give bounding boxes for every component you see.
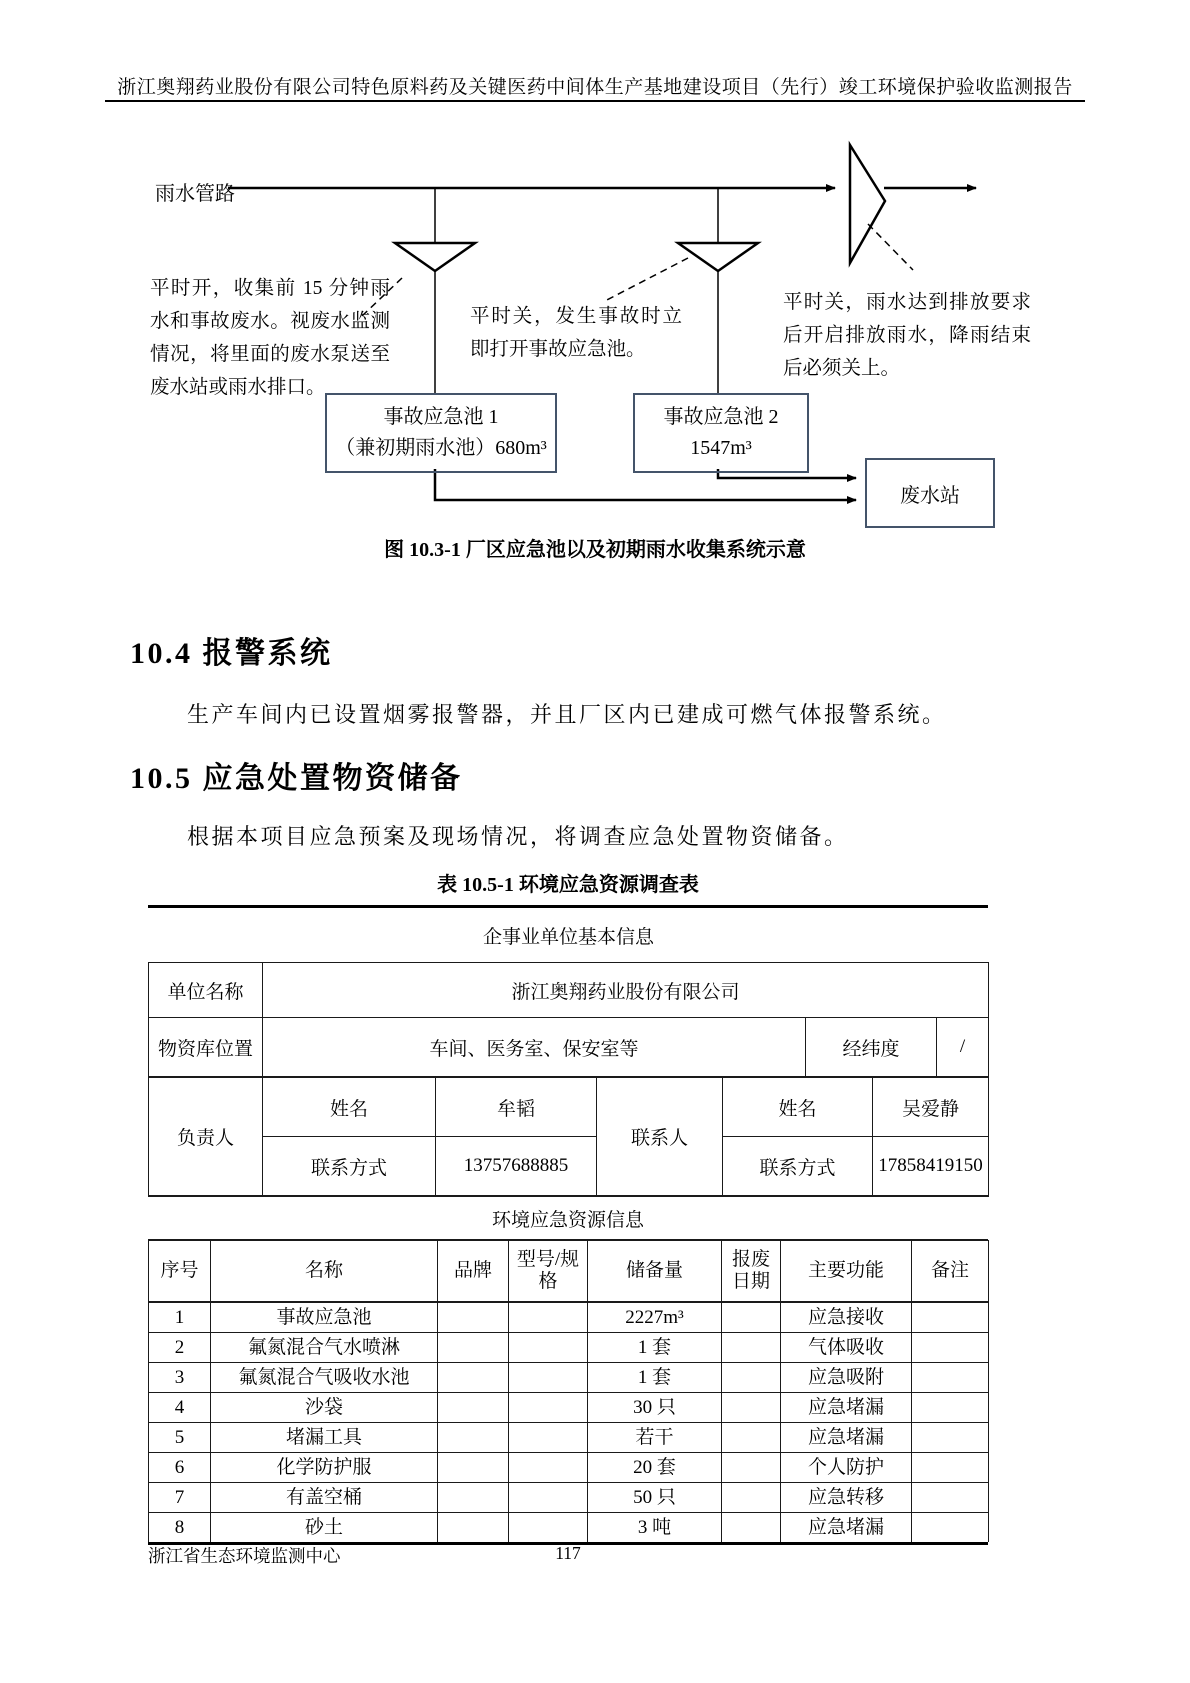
table-row bbox=[149, 1453, 989, 1483]
pool-2-capacity: 1547m³ bbox=[690, 437, 752, 459]
diagram-note-right: 平时关，雨水达到排放要求后开启排放雨水，降雨结束后必须关上。 bbox=[783, 292, 1031, 379]
table-cell bbox=[438, 1423, 509, 1453]
table-cell: 8 bbox=[149, 1513, 211, 1543]
column-header: 型号/规格 bbox=[509, 1241, 588, 1303]
table-row bbox=[149, 1137, 989, 1197]
table-cell bbox=[438, 1302, 509, 1333]
table-cell bbox=[438, 1333, 509, 1363]
table-cell: 若干 bbox=[588, 1423, 722, 1453]
table-cell: 个人防护 bbox=[781, 1453, 912, 1483]
table-cell: 事故应急池 bbox=[211, 1302, 438, 1333]
table-cell bbox=[912, 1423, 989, 1453]
discharge-valve-icon bbox=[850, 145, 885, 263]
table-cell bbox=[438, 1393, 509, 1423]
depot-location-label: 物资库位置 bbox=[149, 1018, 263, 1078]
table-cell bbox=[722, 1423, 781, 1453]
table-cell: 3 吨 bbox=[588, 1513, 722, 1543]
table-cell bbox=[509, 1302, 588, 1333]
table-row bbox=[149, 1483, 989, 1513]
table-row bbox=[149, 1018, 989, 1078]
figure-caption: 图 10.3-1 厂区应急池以及初期雨水收集系统示意 bbox=[384, 539, 806, 561]
section-heading-10-5: 10.5 应急处置物资储备 bbox=[130, 762, 463, 795]
funnel-valve-icon-2 bbox=[678, 243, 758, 271]
table-cell bbox=[912, 1333, 989, 1363]
table-cell: 6 bbox=[149, 1453, 211, 1483]
table-row bbox=[149, 963, 989, 1018]
table-cell: 4 bbox=[149, 1393, 211, 1423]
funnel-valve-icon-1 bbox=[395, 243, 475, 271]
table-cell: 3 bbox=[149, 1363, 211, 1393]
table-cell bbox=[912, 1393, 989, 1423]
column-header: 序号 bbox=[149, 1241, 211, 1303]
table-cell bbox=[438, 1513, 509, 1543]
table-cell: 应急堵漏 bbox=[781, 1513, 912, 1543]
table-cell: 50 只 bbox=[588, 1483, 722, 1513]
column-header: 主要功能 bbox=[781, 1241, 912, 1303]
principal-phone-label: 联系方式 bbox=[263, 1137, 436, 1197]
section-heading-10-4: 10.4 报警系统 bbox=[130, 637, 333, 670]
table-cell bbox=[722, 1333, 781, 1363]
pool-2-title: 事故应急池 2 bbox=[663, 406, 779, 428]
footer-org-name: 浙江省生态环境监测中心 bbox=[148, 1546, 341, 1566]
table-cell bbox=[509, 1363, 588, 1393]
table-header-row bbox=[149, 1241, 989, 1303]
table-cell bbox=[722, 1513, 781, 1543]
emergency-pool-2-box bbox=[633, 393, 809, 473]
header-divider bbox=[105, 100, 1085, 102]
table-cell: 5 bbox=[149, 1423, 211, 1453]
page-header-title: 浙江奥翔药业股份有限公司特色原料药及关键医药中间体生产基地建设项目（先行）竣工环境保护验收监测报告 bbox=[117, 77, 1073, 98]
resource-survey-table bbox=[148, 905, 988, 1545]
leader-dashed-3 bbox=[868, 224, 913, 270]
table-cell: 氟氮混合气吸收水池 bbox=[211, 1363, 438, 1393]
principal-phone-value: 13757688885 bbox=[436, 1137, 597, 1197]
table-row bbox=[149, 1513, 989, 1543]
table-cell bbox=[722, 1363, 781, 1393]
table-row bbox=[149, 1078, 989, 1137]
column-header: 备注 bbox=[912, 1241, 989, 1303]
table-cell bbox=[438, 1453, 509, 1483]
table-cell: 有盖空桶 bbox=[211, 1483, 438, 1513]
table-cell: 应急转移 bbox=[781, 1483, 912, 1513]
principal-name-value: 牟韬 bbox=[436, 1078, 597, 1137]
table-cell: 1 bbox=[149, 1302, 211, 1333]
table-cell: 1 套 bbox=[588, 1363, 722, 1393]
wastewater-station-box bbox=[865, 458, 995, 528]
contact-phone-value: 17858419150 bbox=[873, 1137, 989, 1197]
column-header: 名称 bbox=[211, 1241, 438, 1303]
table-cell: 堵漏工具 bbox=[211, 1423, 438, 1453]
table-row bbox=[149, 1393, 989, 1423]
table-cell: 应急吸附 bbox=[781, 1363, 912, 1393]
table-cell: 20 套 bbox=[588, 1453, 722, 1483]
table-cell bbox=[509, 1423, 588, 1453]
resource-list-table bbox=[148, 1240, 989, 1542]
column-header: 储备量 bbox=[588, 1241, 722, 1303]
table-cell: 7 bbox=[149, 1483, 211, 1513]
table-row bbox=[149, 1333, 989, 1363]
table-cell bbox=[912, 1302, 989, 1333]
leader-dashed-2 bbox=[603, 258, 688, 302]
resource-info-section-title: 环境应急资源信息 bbox=[148, 1197, 988, 1241]
pool-1-title: 事故应急池 1 bbox=[383, 406, 499, 428]
page-number: 117 bbox=[555, 1543, 581, 1563]
contacts-table bbox=[148, 1077, 989, 1197]
contact-name-value: 吴爱静 bbox=[873, 1078, 989, 1137]
unit-name-label: 单位名称 bbox=[149, 963, 263, 1018]
table-cell bbox=[509, 1333, 588, 1363]
contact-name-label: 姓名 bbox=[723, 1078, 873, 1137]
table-cell bbox=[438, 1363, 509, 1393]
table-row bbox=[149, 908, 989, 963]
table-row bbox=[148, 1197, 988, 1241]
table-cell bbox=[509, 1453, 588, 1483]
page-footer bbox=[148, 1543, 988, 1568]
principal-label: 负责人 bbox=[149, 1078, 263, 1197]
table-row bbox=[149, 1423, 989, 1453]
table-cell bbox=[509, 1483, 588, 1513]
table-cell: 气体吸收 bbox=[781, 1333, 912, 1363]
section-10-4-paragraph: 生产车间内已设置烟雾报警器，并且厂区内已建成可燃气体报警系统。 bbox=[187, 702, 947, 727]
table-cell bbox=[912, 1483, 989, 1513]
table-cell: 30 只 bbox=[588, 1393, 722, 1423]
table-cell: 2227m³ bbox=[588, 1302, 722, 1333]
table-row bbox=[149, 1363, 989, 1393]
contact-phone-label: 联系方式 bbox=[723, 1137, 873, 1197]
contact-label: 联系人 bbox=[597, 1078, 723, 1197]
table-row bbox=[149, 1302, 989, 1333]
resource-info-title-table bbox=[148, 1196, 988, 1241]
table-cell: 应急堵漏 bbox=[781, 1393, 912, 1423]
depot-location-value: 车间、医务室、保安室等 bbox=[263, 1018, 806, 1078]
principal-name-label: 姓名 bbox=[263, 1078, 436, 1137]
table-cell bbox=[438, 1483, 509, 1513]
coordinates-value: / bbox=[937, 1018, 989, 1078]
section-10-5-paragraph: 根据本项目应急预案及现场情况，将调查应急处置物资储备。 bbox=[187, 824, 849, 849]
rain-pipe-label: 雨水管路 bbox=[155, 183, 235, 205]
table-caption: 表 10.5-1 环境应急资源调查表 bbox=[437, 874, 699, 896]
diagram-note-left: 平时开，收集前 15 分钟雨水和事故废水。视废水监测情况，将里面的废水泵送至废水站或雨水排口。 bbox=[150, 278, 390, 398]
column-header: 报废日期 bbox=[722, 1241, 781, 1303]
table-cell: 氟氮混合气水喷淋 bbox=[211, 1333, 438, 1363]
diagram-note-middle: 平时关，发生事故时立即打开事故应急池。 bbox=[470, 306, 682, 360]
table-cell bbox=[722, 1302, 781, 1333]
basic-info-table bbox=[148, 908, 989, 1078]
table-cell bbox=[722, 1483, 781, 1513]
emergency-pool-diagram bbox=[0, 128, 1190, 532]
table-cell: 1 套 bbox=[588, 1333, 722, 1363]
table-cell bbox=[722, 1453, 781, 1483]
coordinates-label: 经纬度 bbox=[806, 1018, 937, 1078]
table-cell: 化学防护服 bbox=[211, 1453, 438, 1483]
table-cell: 应急接收 bbox=[781, 1302, 912, 1333]
emergency-pool-1-box bbox=[325, 393, 557, 473]
pool1-to-station-line bbox=[435, 469, 856, 500]
table-cell: 2 bbox=[149, 1333, 211, 1363]
wastewater-station-label: 废水站 bbox=[900, 484, 960, 507]
table-cell bbox=[722, 1393, 781, 1423]
column-header: 品牌 bbox=[438, 1241, 509, 1303]
table-cell bbox=[912, 1513, 989, 1543]
table-cell bbox=[912, 1363, 989, 1393]
table-cell: 砂土 bbox=[211, 1513, 438, 1543]
table-cell: 应急堵漏 bbox=[781, 1423, 912, 1453]
table-cell bbox=[509, 1393, 588, 1423]
basic-info-section-title: 企事业单位基本信息 bbox=[149, 908, 989, 963]
pool-1-capacity: （兼初期雨水池）680m³ bbox=[335, 437, 547, 459]
unit-name-value: 浙江奥翔药业股份有限公司 bbox=[263, 963, 989, 1018]
table-cell bbox=[912, 1453, 989, 1483]
table-cell: 沙袋 bbox=[211, 1393, 438, 1423]
table-cell bbox=[509, 1513, 588, 1543]
